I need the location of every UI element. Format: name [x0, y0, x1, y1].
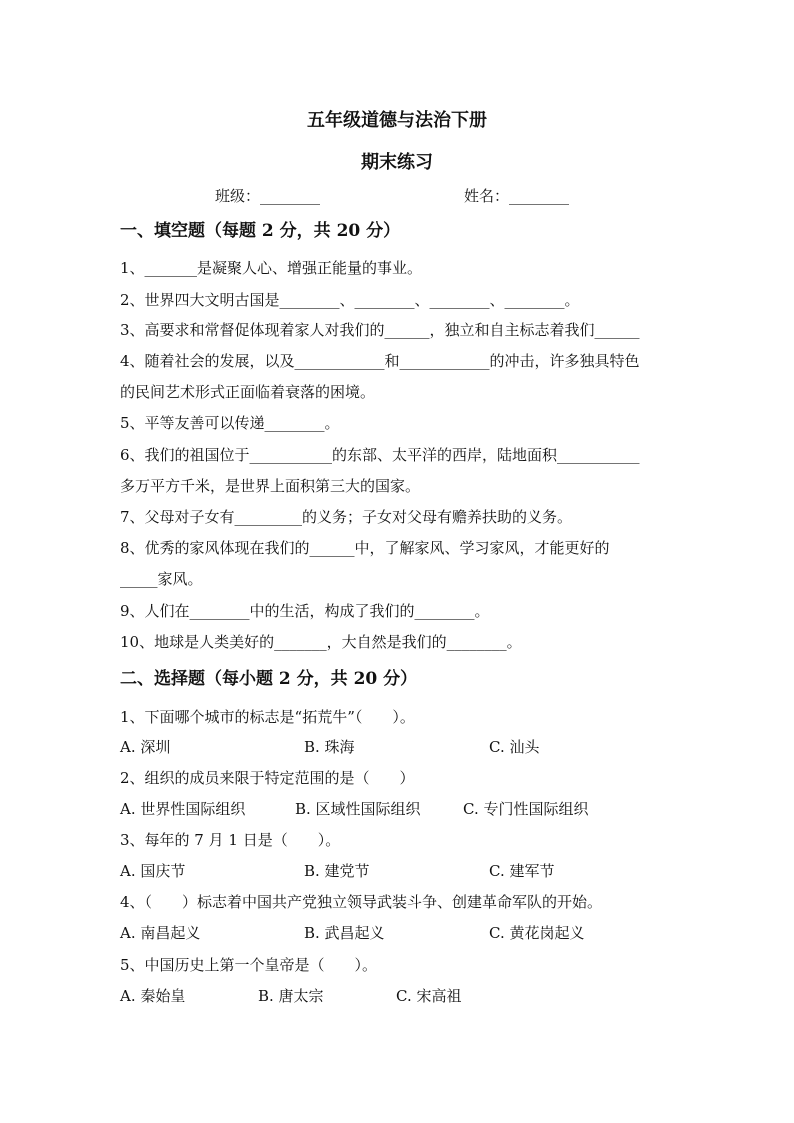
choice-4-option-a: A. 南昌起义 [120, 924, 201, 942]
choice-2-option-a: A. 世界性国际组织 [120, 800, 246, 818]
fill-question-6-cont: 多万平方千米，是世界上面积第三大的国家。 [120, 477, 421, 495]
class-field: 班级：________ [215, 187, 321, 205]
doc-subtitle: 期末练习 [361, 152, 433, 173]
fill-question-3: 3、高要求和常督促体现着家人对我们的______，独立和自主标志着我们______ [120, 321, 640, 339]
choice-1-option-a: A. 深圳 [120, 738, 171, 756]
choice-3-option-b: B. 建党节 [304, 862, 370, 880]
doc-title: 五年级道德与法治下册 [307, 110, 487, 131]
choice-question-4: 4、（ ）标志着中国共产党独立领导武装斗争、创建革命军队的开始。 [120, 893, 603, 911]
choice-question-2: 2、组织的成员来限于特定范围的是（ ） [120, 769, 415, 787]
fill-question-7: 7、父母对子女有_________的义务；子女对父母有赡养扶助的义务。 [120, 508, 573, 526]
fill-question-1: 1、_______是凝聚人心、增强正能量的事业。 [120, 259, 423, 277]
choice-2-option-c: C. 专门性国际组织 [463, 800, 589, 818]
fill-question-9: 9、人们在________中的生活，构成了我们的________。 [120, 602, 490, 620]
choice-4-option-b: B. 武昌起义 [304, 924, 385, 942]
choice-question-1: 1、下面哪个城市的标志是“拓荒牛”（ ）。 [120, 708, 415, 726]
fill-question-8: 8、优秀的家风体现在我们的______中，了解家风、学习家风，才能更好的 [120, 539, 610, 557]
choice-1-option-c: C. 汕头 [489, 738, 540, 756]
fill-question-5: 5、平等友善可以传递________。 [120, 414, 340, 432]
fill-question-4: 4、随着社会的发展，以及____________和____________的冲击，许多独具特色 [120, 352, 640, 370]
fill-question-10: 10、地球是人类美好的_______，大自然是我们的________。 [120, 633, 522, 651]
choice-3-option-c: C. 建军节 [489, 862, 555, 880]
choice-question-5: 5、中国历史上第一个皇帝是（ ）。 [120, 956, 378, 974]
choice-3-option-a: A. 国庆节 [120, 862, 186, 880]
fill-question-8-cont: _____家风。 [120, 570, 203, 588]
choice-question-3: 3、每年的 7 月 1 日是（ ）。 [120, 831, 341, 849]
fill-question-6: 6、我们的祖国位于___________的东部、太平洋的西岸，陆地面积___________ [120, 446, 640, 464]
name-field: 姓名：________ [464, 187, 570, 205]
fill-question-4-cont: 的民间艺术形式正面临着衰落的困境。 [120, 383, 376, 401]
fill-question-2: 2、世界四大文明古国是________、________、________、________。 [120, 291, 580, 309]
choice-5-option-c: C. 宋高祖 [396, 987, 462, 1005]
choice-1-option-b: B. 珠海 [304, 738, 355, 756]
choice-5-option-b: B. 唐太宗 [258, 987, 324, 1005]
choice-4-option-c: C. 黄花岗起义 [489, 924, 585, 942]
choice-5-option-a: A. 秦始皇 [120, 987, 186, 1005]
section2-heading: 二、选择题（每小题 2 分，共 20 分） [120, 669, 418, 689]
choice-2-option-b: B. 区域性国际组织 [295, 800, 421, 818]
section1-heading: 一、填空题（每题 2 分，共 20 分） [120, 221, 401, 241]
